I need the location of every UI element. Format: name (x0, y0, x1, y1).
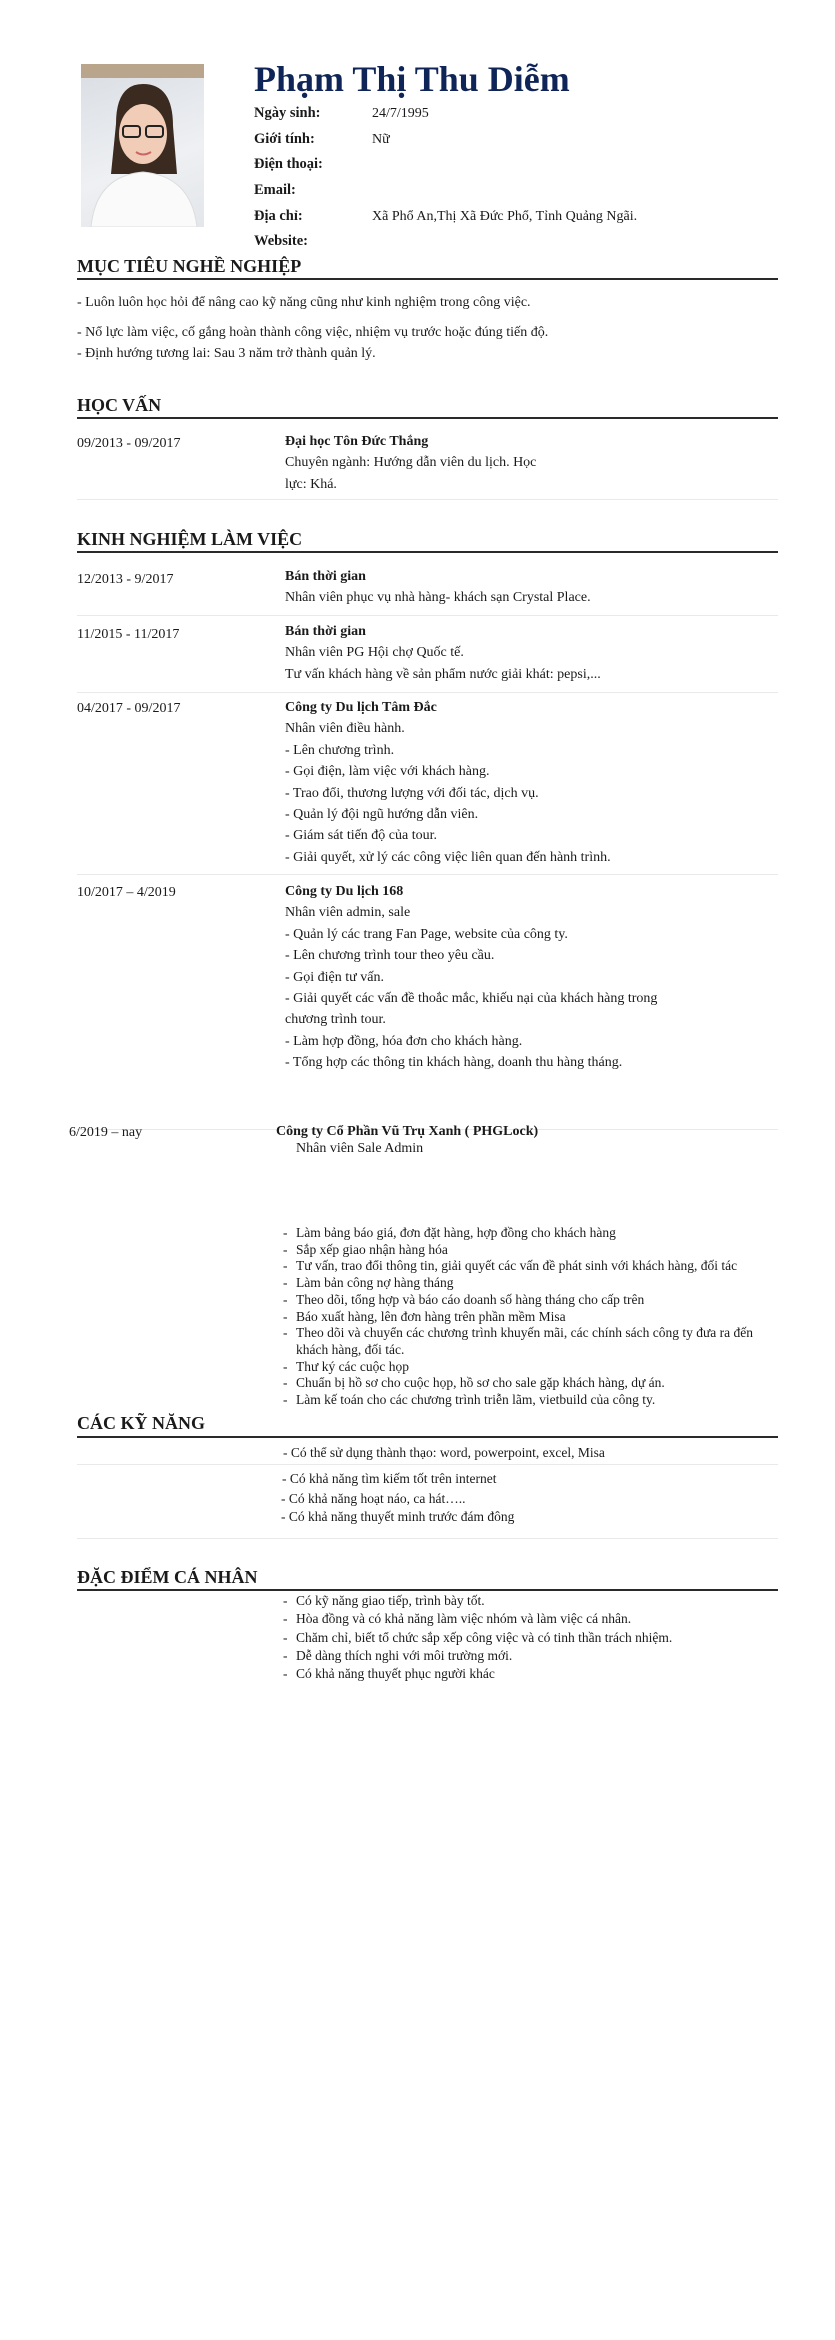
entry-line: - Quản lý đội ngũ hướng dẫn viên. (285, 807, 479, 823)
section-title-education: HỌC VẤN (77, 395, 162, 415)
entry-date: 11/2015 - 11/2017 (77, 627, 180, 642)
profile-photo (81, 64, 204, 227)
bullet-item: - Hòa đồng và có khả năng làm việc nhóm và làm việc cá nhân. (283, 1610, 778, 1628)
entry-date: 09/2013 - 09/2017 (77, 436, 181, 451)
entry-line: chương trình tour. (285, 1012, 386, 1028)
duties-list (283, 1225, 778, 1409)
bullet-item: - Làm bản công nợ hàng tháng (283, 1275, 778, 1292)
skill-line: - Có khả năng thuyết minh trước đám đông (281, 1509, 515, 1524)
bullet-item: - Có khả năng thuyết phục người khác (283, 1665, 778, 1683)
section-title-skills: CÁC KỸ NĂNG (77, 1413, 205, 1433)
entry-line: - Làm hợp đồng, hóa đơn cho khách hàng. (285, 1033, 523, 1049)
entry-line: - Lên chương trình tour theo yêu cầu. (285, 948, 495, 964)
section-rule (77, 551, 778, 553)
entry-line: Nhân viên điều hành. (285, 721, 405, 737)
bullet-item: - Làm kế toán cho các chương trình triễn lãm, vietbuild của công ty. (283, 1392, 778, 1409)
info-value: Nữ (372, 131, 390, 147)
entry-line: Nhân viên admin, sale (285, 905, 411, 921)
personal-traits-list (283, 1592, 778, 1683)
section-title-experience: KINH NGHIỆM LÀM VIỆC (77, 529, 303, 549)
entry-date: 10/2017 – 4/2019 (77, 885, 176, 900)
education-entry (285, 431, 778, 495)
skill-line: - Có khả năng tìm kiếm tốt trên internet (282, 1471, 497, 1486)
row-divider (77, 874, 778, 875)
section-title-personal: ĐẶC ĐIỂM CÁ NHÂN (77, 1567, 258, 1587)
entry-line: - Giải quyết các vấn đề thoắc mắc, khiếu nại của khách hàng trong (285, 991, 658, 1007)
entry-line: - Gọi điện, làm việc với khách hàng. (285, 764, 490, 780)
experience-entry (285, 566, 778, 609)
bullet-item: - Sắp xếp giao nhận hàng hóa (283, 1242, 778, 1259)
bullet-item: - Dễ dàng thích nghi với môi trường mới. (283, 1647, 778, 1665)
section-rule (77, 278, 778, 280)
entry-line: Nhân viên phục vụ nhà hàng- khách sạn Crystal Place. (285, 590, 591, 606)
bullet-item: - Chuẩn bị hồ sơ cho cuộc họp, hồ sơ cho sale gặp khách hàng, dự án. (283, 1375, 778, 1392)
info-label: Website: (254, 233, 308, 250)
bullet-item: - Có kỹ năng giao tiếp, trình bày tốt. (283, 1592, 778, 1610)
bullet-item: - Làm bảng báo giá, đơn đặt hàng, hợp đồng cho khách hàng (283, 1225, 778, 1242)
row-divider (77, 615, 778, 616)
row-divider (77, 499, 778, 500)
info-label: Địa chỉ: (254, 207, 303, 224)
info-row-website (254, 229, 754, 255)
info-row-phone (254, 152, 754, 178)
entry-date: 04/2017 - 09/2017 (77, 701, 181, 716)
info-label: Điện thoại: (254, 156, 323, 173)
info-row-address (254, 204, 754, 230)
section-rule (77, 417, 778, 419)
experience-entry (285, 621, 778, 685)
entry-line: - Giải quyết, xử lý các công việc liên quan đến hành trình. (285, 849, 611, 865)
entry-title: Công ty Du lịch 168 (285, 884, 404, 899)
entry-line: - Gọi điện tư vấn. (285, 969, 384, 985)
skill-line: - Có khả năng hoạt náo, ca hát….. (281, 1491, 466, 1506)
entry-line: - Quản lý các trang Fan Page, website của công ty. (285, 926, 568, 942)
section-rule (77, 1589, 778, 1591)
entry-line: - Giám sát tiến độ của tour. (285, 828, 438, 844)
entry-line: - Trao đổi, thương lượng với đối tác, dịch vụ. (285, 785, 539, 801)
entry-title: Công ty Du lịch Tâm Đắc (285, 700, 437, 715)
row-divider (77, 692, 778, 693)
info-row-email (254, 178, 754, 204)
info-row-birthdate (254, 101, 754, 127)
section-title-objective: MỤC TIÊU NGHỀ NGHIỆP (77, 256, 302, 276)
skill-line: - Có thể sử dụng thành thạo: word, powerpoint, excel, Misa (283, 1445, 605, 1460)
entry-date: 6/2019 – nay (69, 1125, 143, 1140)
objective-line: - Nổ lực làm việc, cố gắng hoàn thành công việc, nhiệm vụ trước hoặc đúng tiến độ. (77, 325, 549, 340)
info-label: Giới tính: (254, 130, 315, 147)
bullet-item: - Tư vấn, trao đổi thông tin, giải quyết các vấn đề phát sinh với khách hàng, đối tác (283, 1258, 778, 1275)
entry-line: lực: Khá. (285, 476, 337, 492)
objective-line: - Định hướng tương lai: Sau 3 năm trở thành quản lý. (77, 346, 376, 361)
experience-entry (285, 697, 778, 868)
info-row-gender (254, 127, 754, 153)
bullet-item: - Thư ký các cuộc họp (283, 1359, 778, 1376)
entry-title: Bán thời gian (285, 569, 366, 584)
person-photo-icon (81, 64, 204, 227)
entry-title: Bán thời gian (285, 624, 366, 639)
entry-line: - Tổng hợp các thông tin khách hàng, doanh thu hàng tháng. (285, 1055, 623, 1071)
entry-title: Đại học Tôn Đức Thắng (285, 434, 429, 449)
bullet-item: - Chăm chỉ, biết tổ chức sắp xếp công việc và có tinh thần trách nhiệm. (283, 1629, 778, 1647)
experience-entry (285, 881, 778, 1074)
personal-info (254, 101, 754, 255)
objective-line: - Luôn luôn học hỏi để nâng cao kỹ năng cũng như kinh nghiệm trong công việc. (77, 295, 531, 310)
bullet-item: - Theo dõi, tổng hợp và báo cáo doanh số hàng tháng cho cấp trên (283, 1292, 778, 1309)
info-label: Ngày sinh: (254, 105, 321, 121)
entry-subtitle: Nhân viên Sale Admin (296, 1141, 424, 1156)
entry-line: Nhân viên PG Hội chợ Quốc tế. (285, 645, 464, 661)
entry-title: Công ty Cổ Phần Vũ Trụ Xanh ( PHGLock) (276, 1124, 539, 1139)
row-divider (77, 1464, 778, 1465)
info-value: 24/7/1995 (372, 106, 429, 121)
info-label: Email: (254, 182, 296, 199)
entry-line: - Lên chương trình. (285, 742, 395, 758)
info-value: Xã Phổ An,Thị Xã Đức Phổ, Tỉnh Quảng Ngãi. (372, 208, 638, 224)
section-rule (77, 1436, 778, 1438)
entry-date: 12/2013 - 9/2017 (77, 572, 174, 587)
bullet-item: - Báo xuất hàng, lên đơn hàng trên phần mềm Misa (283, 1309, 778, 1326)
bullet-item: - Theo dõi và chuyển các chương trình khuyến mãi, các chính sách công ty đưa ra đến khách hàng, đối tác. (283, 1325, 778, 1358)
entry-line: Chuyên ngành: Hướng dẫn viên du lịch. Học (285, 455, 537, 471)
entry-line: Tư vấn khách hàng về sản phẩm nước giải khát: pepsi,... (285, 666, 601, 682)
candidate-name: Phạm Thị Thu Diễm (254, 59, 570, 99)
row-divider (77, 1538, 778, 1539)
